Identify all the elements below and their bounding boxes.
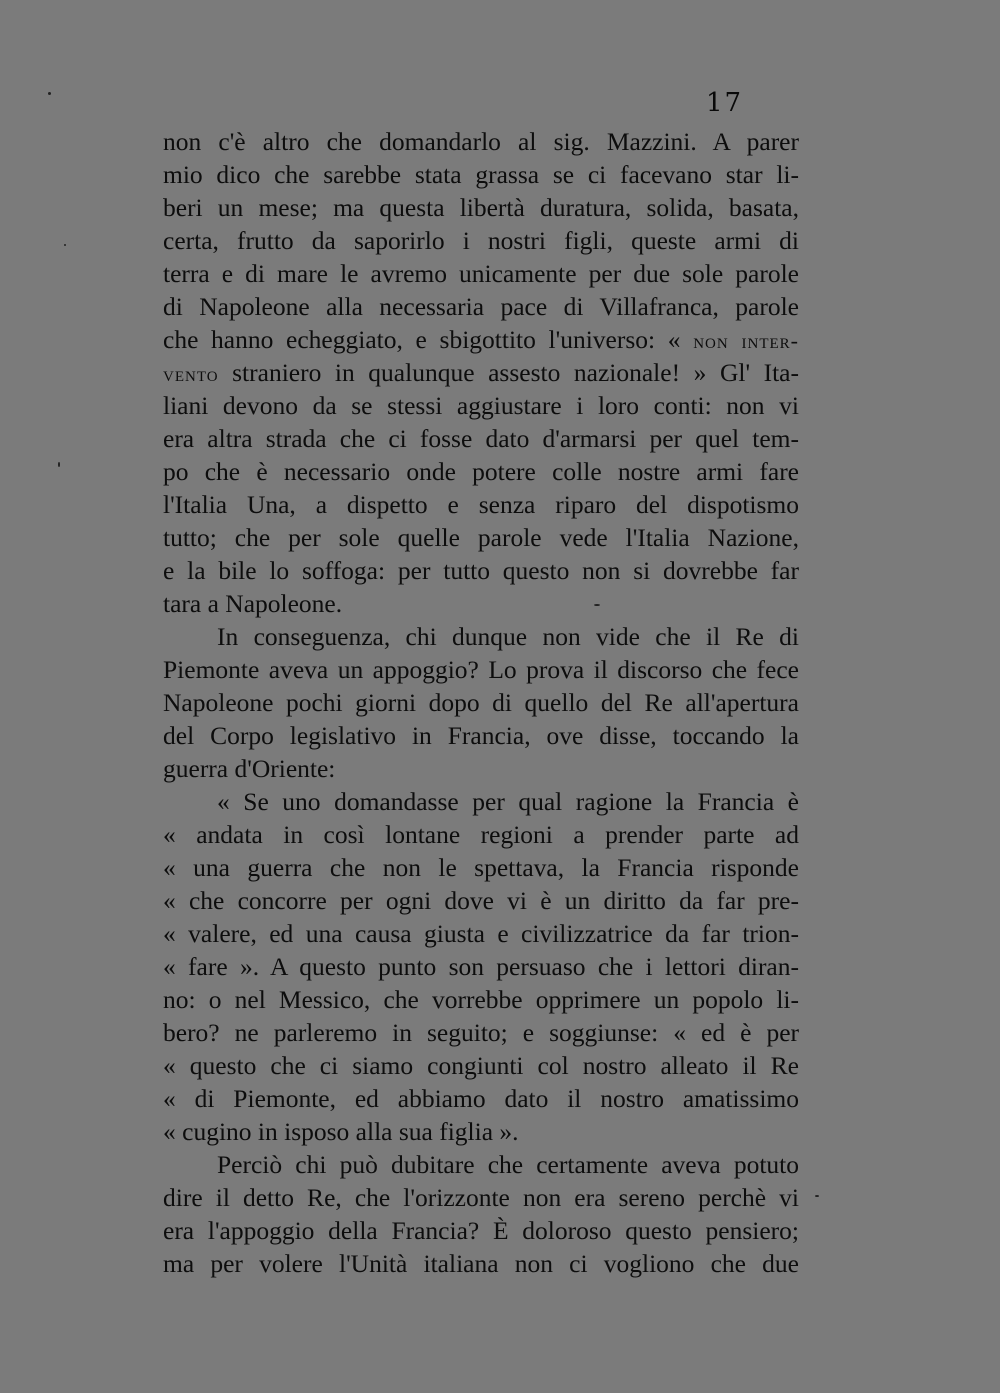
text-line: Napoleone pochi giorni dopo di quello del Re all'apertura [163, 688, 799, 717]
text-line: « che concorre per ogni dove vi è un diritto da far pre- [163, 886, 799, 915]
scan-speck [48, 92, 51, 95]
text-line: dire il detto Re, che l'orizzonte non era sereno perchè vi [163, 1183, 799, 1212]
text-line: « cugino in isposo alla sua figlia ». [163, 1117, 519, 1146]
text-line: tara a Napoleone. [163, 589, 343, 618]
text-line: no: o nel Messico, che vorrebbe opprimere un popolo li- [163, 985, 799, 1014]
page-number: 17 [706, 88, 744, 118]
text-line: « di Piemonte, ed abbiamo dato il nostro amatissimo [163, 1084, 799, 1113]
scan-speck [815, 1195, 819, 1197]
scan-speck [64, 244, 66, 246]
text-line: In conseguenza, chi dunque non vide che il Re di [217, 622, 799, 651]
text-line: « valere, ed una causa giusta e civilizzatrice da far trion- [163, 919, 799, 948]
text-line: l'Italia Una, a dispetto e senza riparo del dispotismo [163, 490, 799, 519]
text-line-part: straniero in qualunque assesto nazionale! » Gl' Ita- [232, 358, 799, 387]
scan-speck [594, 604, 600, 606]
text-line: beri un mese; ma questa libertà duratura, solida, basata, [163, 193, 799, 222]
body-text [163, 125, 799, 1280]
text-line: e la bile lo soffoga: per tutto questo non si dovrebbe far [163, 556, 799, 585]
text-line: « una guerra che non le spettava, la Francia risponde [163, 853, 799, 882]
text-line: era altra strada che ci fosse dato d'armarsi per quel tem- [163, 424, 799, 453]
text-line: « questo che ci siamo congiunti col nostro alleato il Re [163, 1051, 799, 1080]
text-line: po che è necessario onde potere colle nostre armi fare [163, 457, 799, 486]
text-line: « fare ». A questo punto son persuaso che i lettori diran- [163, 952, 799, 981]
text-line: ma per volere l'Unità italiana non ci vogliono che due [163, 1249, 799, 1278]
text-line: di Napoleone alla necessaria pace di Villafranca, parole [163, 292, 799, 321]
text-line: era l'appoggio della Francia? È doloroso questo pensiero; [163, 1216, 799, 1245]
small-caps-text: non inter- [693, 328, 799, 353]
text-line: Piemonte aveva un appoggio? Lo prova il discorso che fece [163, 655, 799, 684]
text-line-with-small-caps [163, 356, 799, 389]
text-line: liani devono da se stessi aggiustare i loro conti: non vi [163, 391, 799, 420]
text-line: « Se uno domandasse per qual ragione la Francia è [217, 787, 799, 816]
text-line: non c'è altro che domandarlo al sig. Mazzini. A parer [163, 127, 799, 156]
text-line: mio dico che sarebbe stata grassa se ci facevano star li- [163, 160, 799, 189]
text-line: del Corpo legislativo in Francia, ove disse, toccando la [163, 721, 799, 750]
text-line-with-small-caps [163, 323, 799, 356]
scan-speck [58, 462, 60, 467]
text-line: bero? ne parleremo in seguito; e soggiunse: « ed è per [163, 1018, 799, 1047]
text-line: certa, frutto da saporirlo i nostri figli, queste armi di [163, 226, 799, 255]
text-line: Perciò chi può dubitare che certamente aveva potuto [217, 1150, 799, 1179]
text-line: guerra d'Oriente: [163, 754, 336, 783]
text-line: tutto; che per sole quelle parole vede l'Italia Nazione, [163, 523, 799, 552]
text-line-part: che hanno echeggiato, e sbigottito l'universo: « [163, 325, 694, 354]
text-line: « andata in così lontane regioni a prender parte ad [163, 820, 799, 849]
text-line: terra e di mare le avremo unicamente per due sole parole [163, 259, 799, 288]
small-caps-text: vento [163, 361, 219, 386]
